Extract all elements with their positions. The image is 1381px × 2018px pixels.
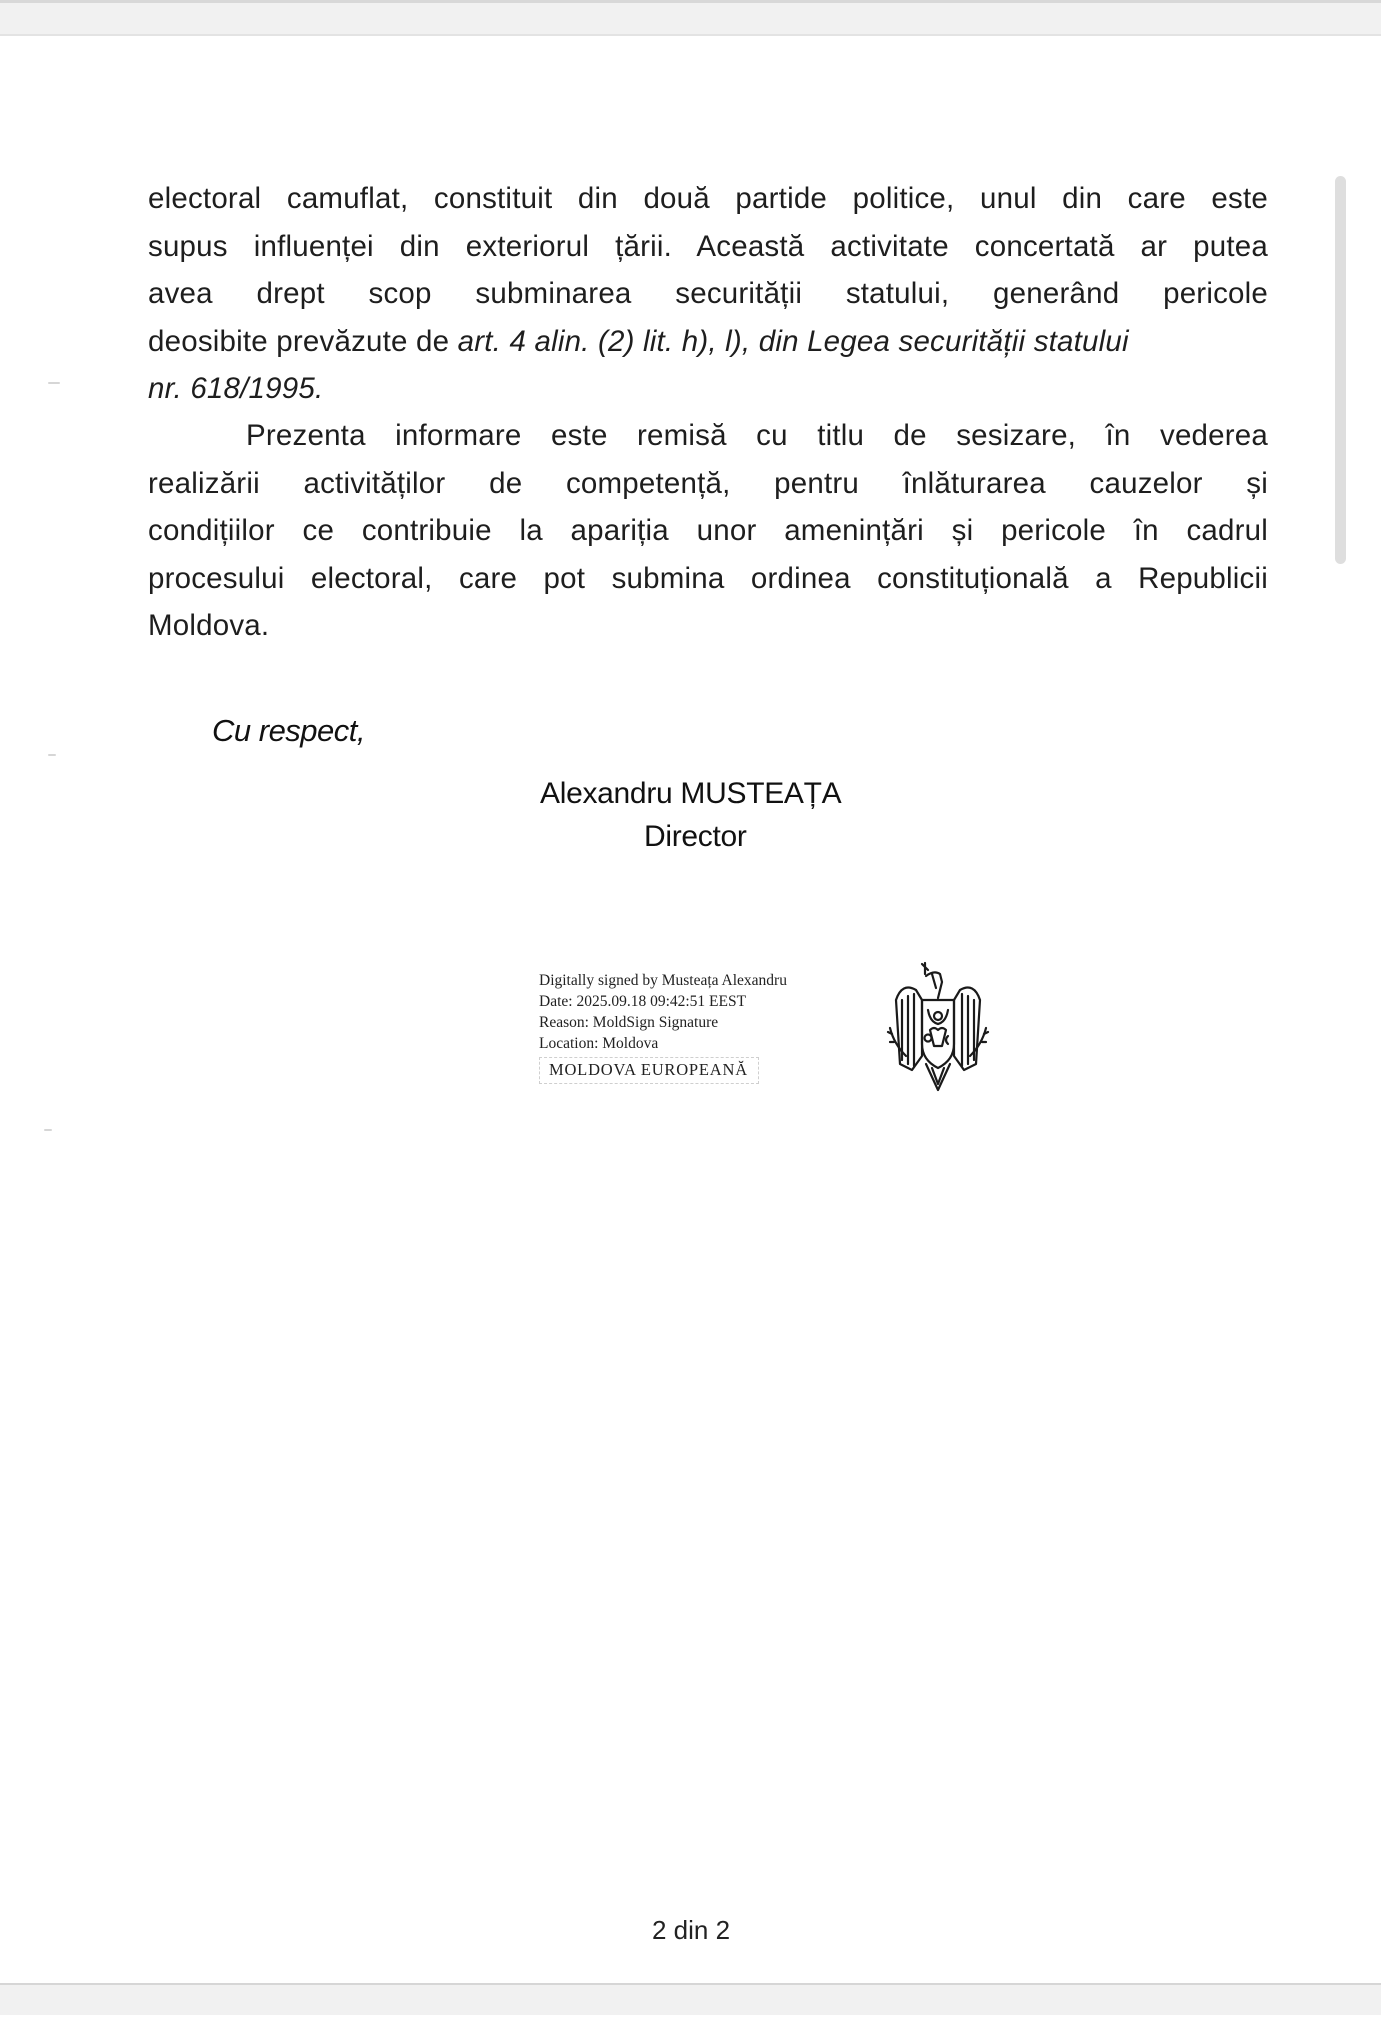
paragraph-text: deosibite prevăzute de <box>148 324 458 358</box>
paragraph-line: supus influenței din exteriorul țării. Această activitate concertată ar putea <box>148 229 1268 263</box>
margin-mark <box>48 382 60 384</box>
viewer-bottom-toolbar <box>0 1983 1381 2015</box>
signer-name: Alexandru MUSTEAȚA <box>540 777 842 810</box>
paragraph-line: Moldova. <box>148 609 270 642</box>
closing-salutation: Cu respect, <box>212 713 366 748</box>
signer-title: Director <box>644 820 747 853</box>
paragraph-line: condițiilor ce contribuie la apariția unor amenințări și pericole în cadrul <box>148 514 1268 547</box>
paragraph-line: electoral camuflat, constituit din două partide politice, unul din care este <box>148 182 1268 215</box>
document-page <box>0 36 1381 1983</box>
law-reference: art. 4 alin. (2) lit. h), l), din Legea securității statului <box>457 324 1129 358</box>
law-number: nr. 618/1995. <box>148 372 324 405</box>
digital-signature-block <box>539 970 787 1084</box>
margin-mark <box>48 754 56 756</box>
signature-reason: Reason: MoldSign Signature <box>539 1014 719 1031</box>
page-footer-number: 2 din 2 <box>652 1915 731 1945</box>
signature-location: Location: Moldova <box>539 1035 659 1052</box>
signature-signed-by: Digitally signed by Musteața Alexandru <box>539 972 787 989</box>
viewer-top-toolbar <box>0 0 1381 36</box>
vertical-scrollbar-thumb[interactable] <box>1335 176 1346 564</box>
paragraph-1 <box>148 175 1268 413</box>
paragraph-line <box>148 318 1268 366</box>
paragraph-line: procesului electoral, care pot submina ordinea constituțională a Republicii <box>148 561 1268 595</box>
moldova-coat-of-arms-icon <box>882 960 994 1096</box>
signature-date: Date: 2025.09.18 09:42:51 EEST <box>539 993 747 1010</box>
margin-mark <box>44 1129 52 1131</box>
paragraph-line: Prezenta informare este remisă cu titlu de sesizare, în vederea <box>246 419 1268 452</box>
paragraph-line: avea drept scop subminarea securității statului, generând pericole <box>148 277 1268 310</box>
paragraph-2 <box>148 412 1268 650</box>
paragraph-line: realizării activităților de competență, pentru înlăturarea cauzelor și <box>148 466 1268 500</box>
signature-stamp: MOLDOVA EUROPEANĂ <box>539 1057 759 1084</box>
